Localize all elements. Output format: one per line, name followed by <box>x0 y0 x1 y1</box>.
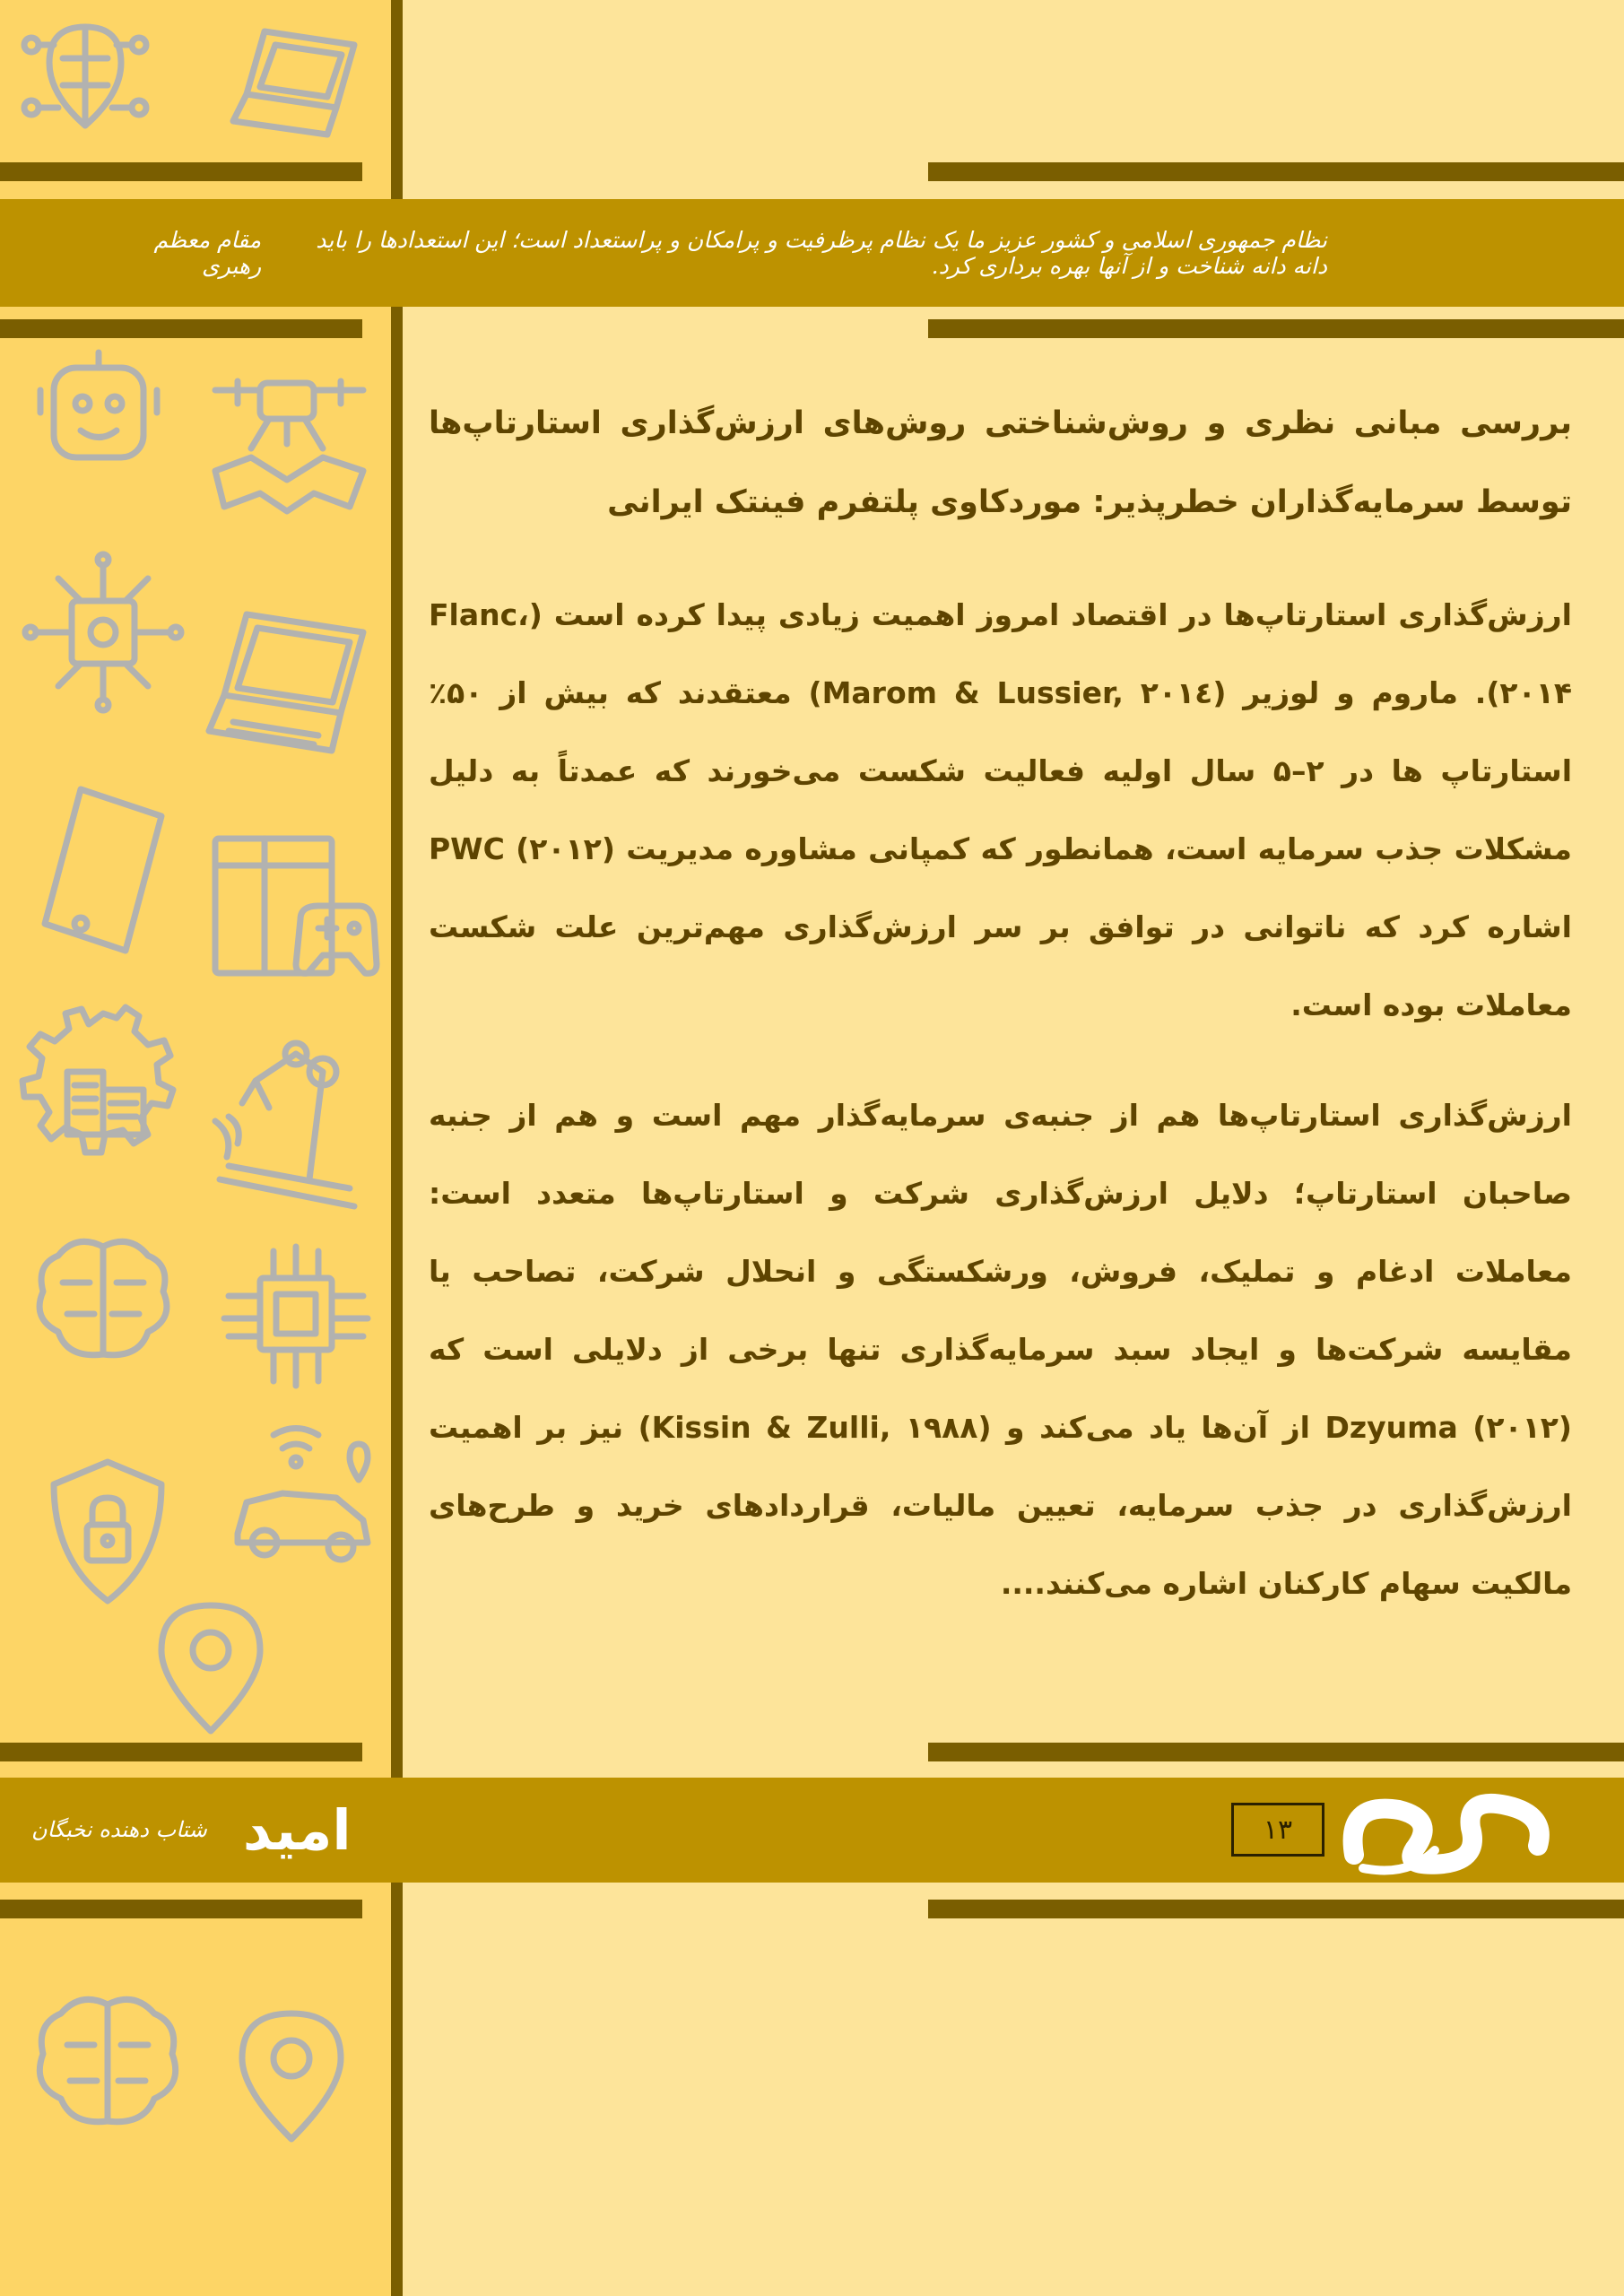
microchip-icon <box>215 1238 377 1395</box>
vertical-rule <box>391 0 403 2296</box>
location-pin-icon <box>229 2000 354 2152</box>
footer-rule-top-right <box>928 1743 1624 1761</box>
brand-block <box>31 1780 352 1879</box>
gamepad-icon <box>202 830 381 987</box>
quote-attribution: مقام معظم رهبری <box>153 227 262 279</box>
leader-quote: نظام جمهوری اسلامی و کشور عزیز ما یک نظام پرظرفیت و پرامکان و پراستعداد است؛ این استعدادها را باید دانه دانه شناخت و از آنها بهره برداری کرد. <box>316 227 1327 279</box>
footer-rule-bottom-left <box>0 1900 362 1918</box>
smart-car-icon <box>220 1417 381 1578</box>
footer-rule-bottom-right <box>928 1900 1624 1918</box>
header-rule-bottom-left <box>0 319 362 338</box>
brand-logo-icon <box>1336 1783 1569 1882</box>
header-rule-bottom-right <box>928 319 1624 338</box>
header-quote-block <box>135 199 1327 307</box>
robot-face-icon <box>27 345 170 480</box>
laptop-icon <box>229 18 372 144</box>
header-rule-top-left <box>0 162 362 181</box>
brain-icon <box>27 1229 179 1372</box>
circuit-chip-icon <box>18 547 188 718</box>
circuit-brain-icon <box>18 9 152 144</box>
drone-icon <box>197 363 377 516</box>
article-title: بررسی مبانی نظری و روش‌شناختی روش‌های ارزش‌گذاری استارتاپ‌ها توسط سرمایه‌گذاران خطرپذیر: موردکاوی پلتفرم فینتک ایرانی <box>429 405 1572 520</box>
security-shield-icon <box>40 1453 175 1610</box>
smartphone-icon <box>31 780 175 960</box>
article-body <box>429 576 1572 1655</box>
robotic-arm-icon <box>202 1018 372 1215</box>
brand-name: امید <box>242 1796 352 1863</box>
footer-rule-top-left <box>0 1743 362 1761</box>
location-pin-icon <box>148 1592 274 1744</box>
smart-city-gear-icon <box>13 1000 193 1175</box>
article-paragraph: ارزش‌گذاری استارتاپ‌ها هم از جنبه‌ی سرمایه‌گذار مهم است و هم از جنبه صاحبان استارتاپ؛ دلایل ارزش‌گذاری شرکت و استارتاپ‌ها متعدد است: معاملات ادغام و تملیک، فروش، ورشکستگی و انحلال شرکت، تصاحب یا مقایسه شرکت‌ها و ایجاد سبد سرمایه‌گذاری تنها برخی از دلایلی است که Dzyuma (۲۰۱۲) از آن‌ها یاد می‌کند و (Kissin & Zulli, ۱۹۸۸) نیز بر اهمیت ارزش‌گذاری در جذب سرمایه، تعیین مالیات، قراردادهای خرید و طرح‌های مالکیت سهام کارکنان اشاره می‌کنند.... <box>429 1098 1572 1601</box>
brand-tagline: شتاب دهنده نخبگان <box>31 1817 207 1842</box>
brain-icon <box>27 1987 188 2139</box>
header-rule-top-right <box>928 162 1624 181</box>
article-paragraph: ارزش‌گذاری استارتاپ‌ها در اقتصاد امروز اهمیت زیادی پیدا کرده است (Flanc، ۲۰۱۴). ماروم و لوزیر (Marom & Lussier, ۲۰۱٤) معتقدند که بیش از ۵۰٪ استارتاپ ها در ۲–۵ سال اولیه فعالیت شکست می‌خورند که عمدتاً به دلیل مشکلات جذب سرمایه است، همانطور که کمپانی مشاوره مدیریت PWC (۲۰۱۲) اشاره کرد که ناتوانی در توافق بر سر ارزش‌گذاری مهم‌ترین علت شکست معاملات بوده است. <box>429 597 1572 1022</box>
page-number: ۱۳ <box>1231 1803 1324 1857</box>
laptop-icon <box>202 596 381 767</box>
